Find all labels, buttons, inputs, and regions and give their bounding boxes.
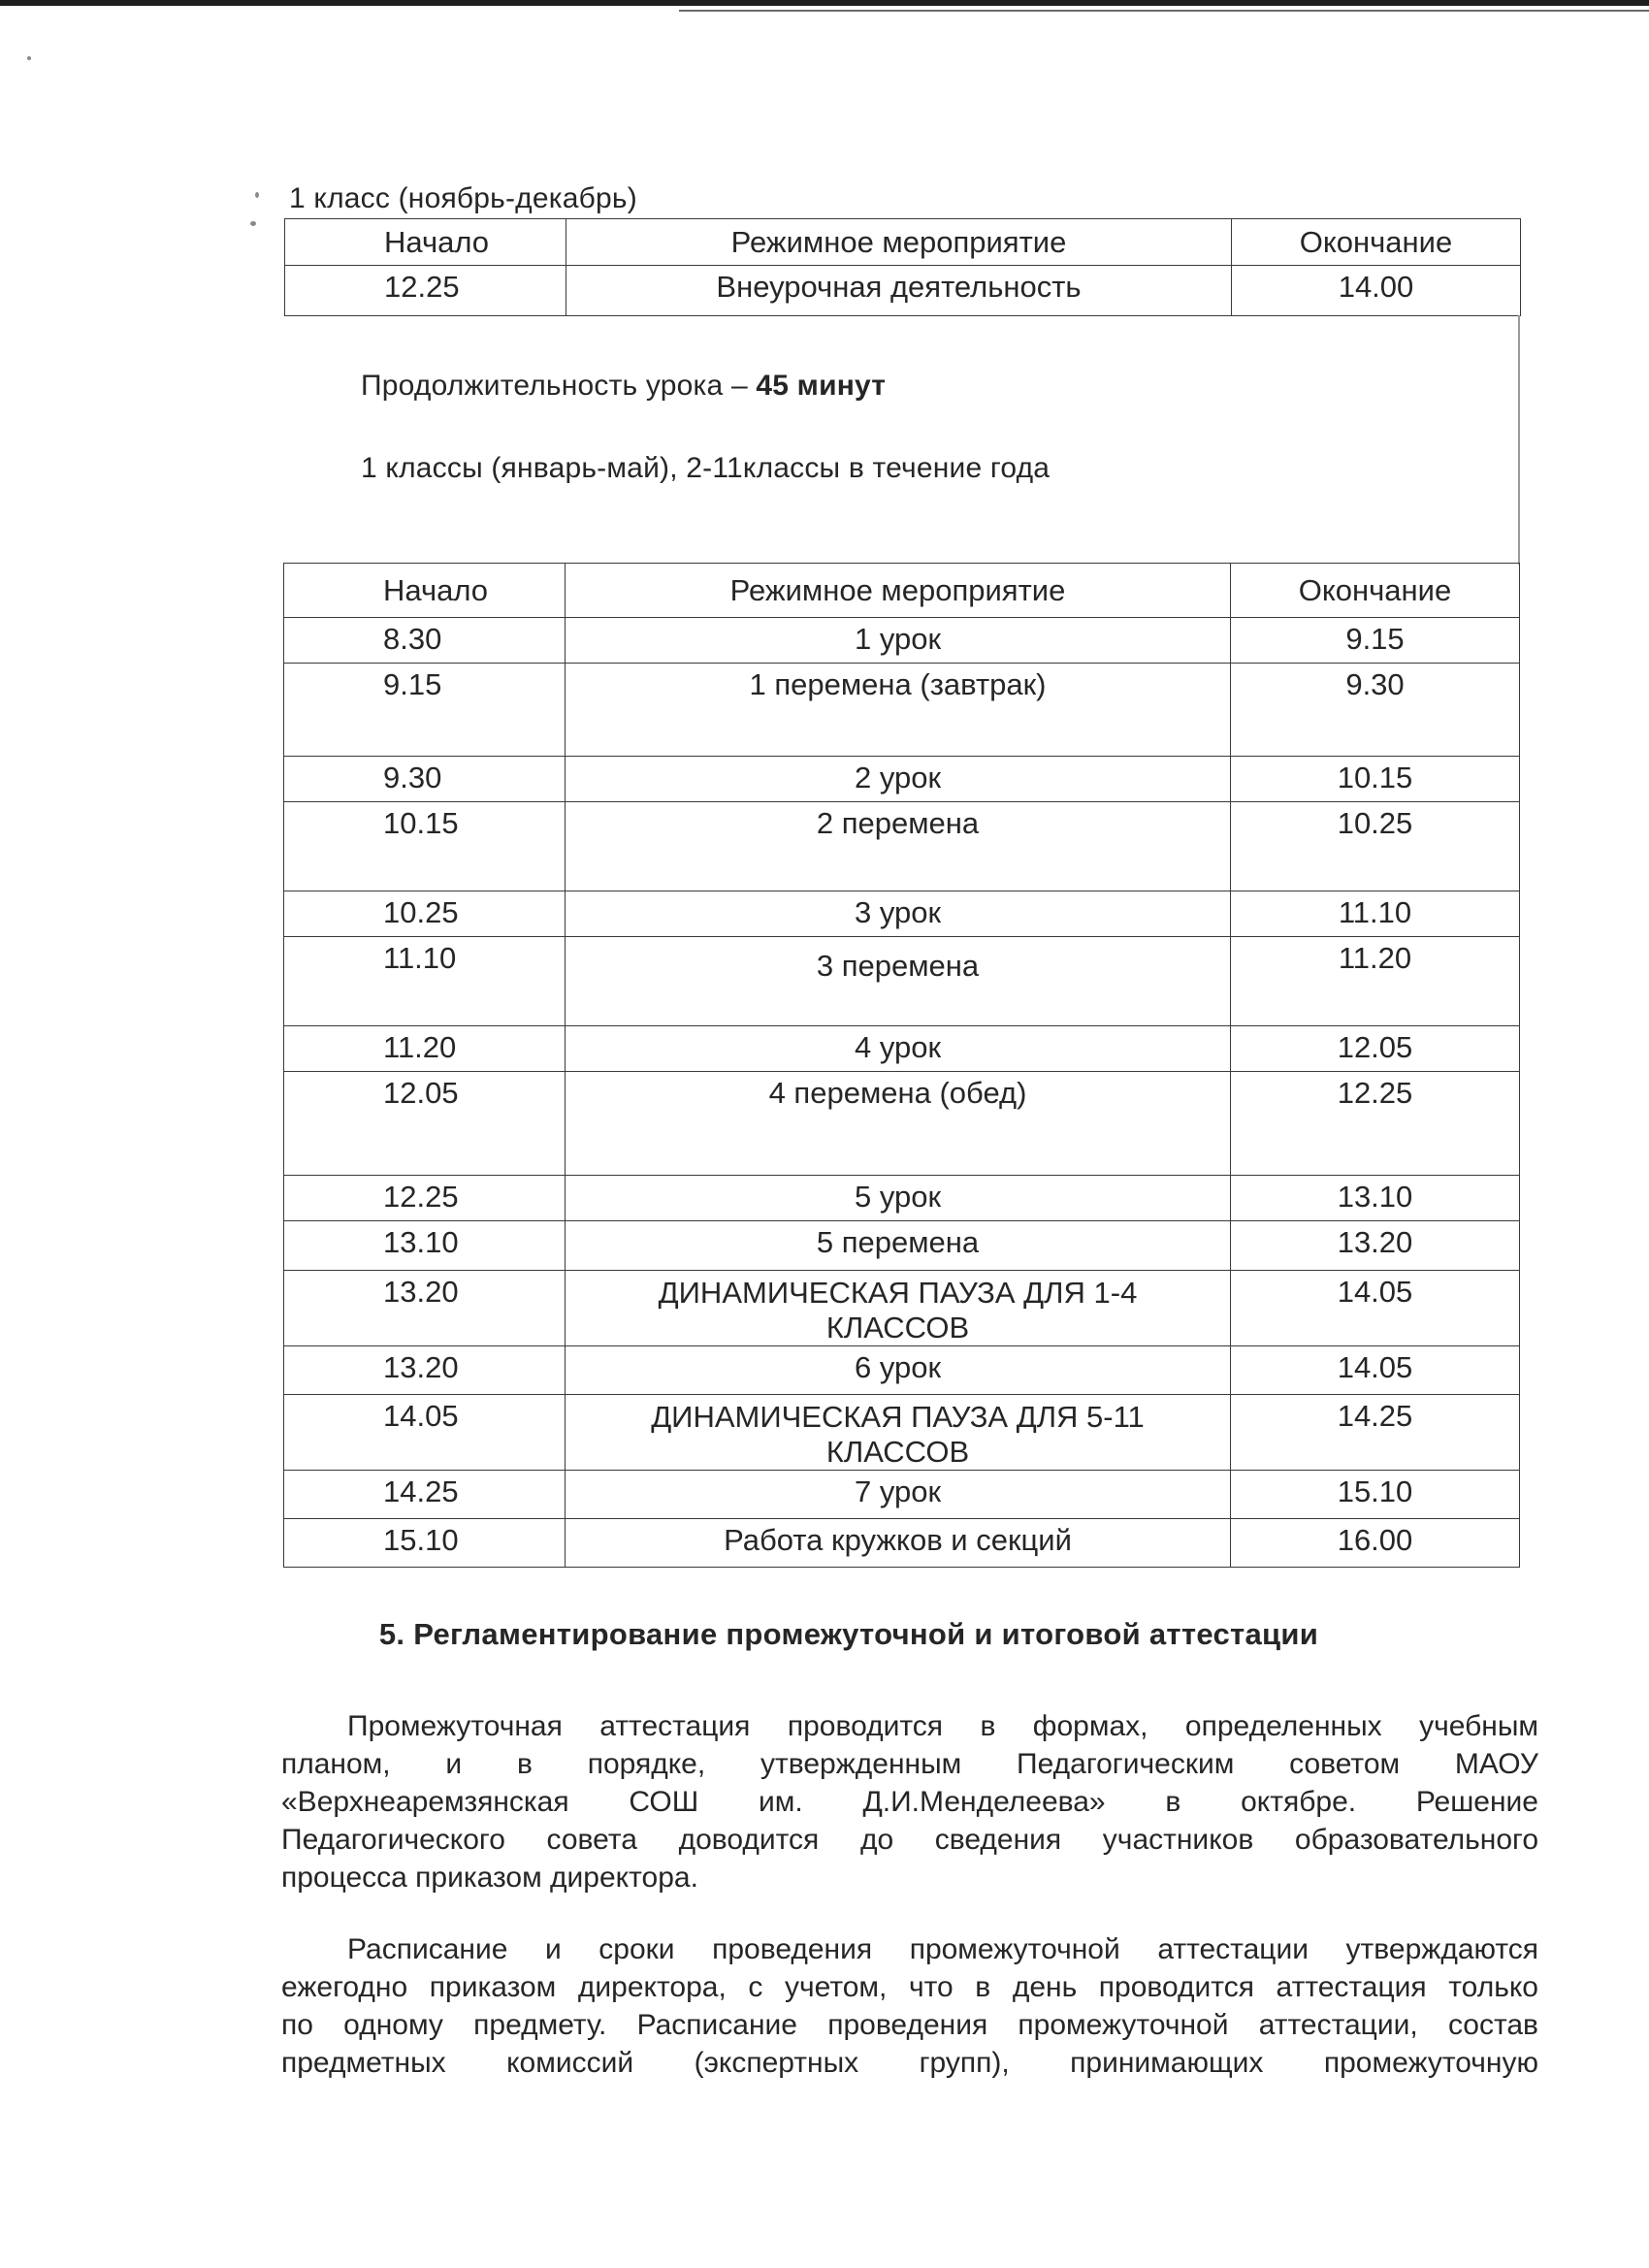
cell-start: 10.25 xyxy=(284,891,566,937)
cell-start: 13.20 xyxy=(284,1271,566,1346)
table-row xyxy=(284,757,1520,802)
cell-event: 2 урок xyxy=(566,757,1231,802)
cell-event: ДИНАМИЧЕСКАЯ ПАУЗА ДЛЯ 1-4 КЛАССОВ xyxy=(566,1271,1231,1346)
table-header-row xyxy=(285,219,1521,266)
cell-end: 13.10 xyxy=(1231,1176,1520,1221)
header-start: Начало xyxy=(284,564,566,618)
cell-event: Внеурочная деятельность xyxy=(566,266,1232,316)
cell-event: 5 перемена xyxy=(566,1221,1231,1271)
paragraph-line: Расписание и сроки проведения промежуточной аттестации утверждаются xyxy=(347,1933,1538,1965)
cell-start: 12.25 xyxy=(284,1176,566,1221)
table-row xyxy=(284,1026,1520,1072)
table-row xyxy=(284,891,1520,937)
cell-end: 14.25 xyxy=(1231,1395,1520,1471)
cell-start: 15.10 xyxy=(284,1519,566,1568)
cell-event: 3 урок xyxy=(566,891,1231,937)
cell-start: 11.10 xyxy=(284,937,566,1026)
table-row xyxy=(284,1221,1520,1271)
first-table-caption: 1 класс (ноябрь-декабрь) xyxy=(289,182,637,214)
cell-end: 9.30 xyxy=(1231,664,1520,757)
paragraph-line: «Верхнеаремзянская СОШ им. Д.И.Менделеева» в октябре. Решение xyxy=(281,1786,1538,1818)
scan-top-edge-line xyxy=(679,10,1649,12)
scan-speck xyxy=(255,192,259,198)
header-start: Начало xyxy=(285,219,566,266)
header-end: Окончание xyxy=(1231,564,1520,618)
cell-end: 11.10 xyxy=(1231,891,1520,937)
cell-end: 14.00 xyxy=(1232,266,1521,316)
paragraph-line: Педагогического совета доводится до сведения участников образовательного xyxy=(281,1824,1538,1856)
scan-top-edge xyxy=(0,0,1649,6)
cell-end: 14.05 xyxy=(1231,1271,1520,1346)
table-row xyxy=(284,1176,1520,1221)
cell-start: 10.15 xyxy=(284,802,566,891)
table-row xyxy=(284,664,1520,757)
cell-event: 7 урок xyxy=(566,1471,1231,1519)
cell-end: 13.20 xyxy=(1231,1221,1520,1271)
lesson-duration-label: Продолжительность урока – xyxy=(361,370,757,402)
table-row xyxy=(284,1072,1520,1176)
table-row xyxy=(284,802,1520,891)
cell-event: 1 перемена (завтрак) xyxy=(566,664,1231,757)
cell-end: 11.20 xyxy=(1231,937,1520,1026)
table-header-row xyxy=(284,564,1520,618)
cell-end: 10.25 xyxy=(1231,802,1520,891)
paragraph-line: по одному предмету. Расписание проведения промежуточной аттестации, состав xyxy=(281,2009,1538,2041)
cell-end: 14.05 xyxy=(1231,1346,1520,1395)
paragraph-line: процесса приказом директора. xyxy=(281,1862,698,1894)
first-schedule-table xyxy=(284,218,1521,316)
cell-start: 14.05 xyxy=(284,1395,566,1471)
lesson-duration-value: 45 минут xyxy=(756,370,887,402)
section-heading: 5. Регламентирование промежуточной и итоговой аттестации xyxy=(378,1617,1319,1651)
scan-speck xyxy=(27,56,31,60)
cell-start: 12.25 xyxy=(285,266,566,316)
table-row xyxy=(284,1519,1520,1568)
cell-start: 13.20 xyxy=(284,1346,566,1395)
cell-event: 5 урок xyxy=(566,1176,1231,1221)
cell-event: 3 перемена xyxy=(566,937,1231,1026)
cell-event: 1 урок xyxy=(566,618,1231,664)
cell-event: 2 перемена xyxy=(566,802,1231,891)
cell-start: 14.25 xyxy=(284,1471,566,1519)
paragraph-line: Промежуточная аттестация проводится в формах, определенных учебным xyxy=(347,1710,1538,1742)
cell-event: ДИНАМИЧЕСКАЯ ПАУЗА ДЛЯ 5-11 КЛАССОВ xyxy=(566,1395,1231,1471)
cell-start: 9.30 xyxy=(284,757,566,802)
table-row xyxy=(284,618,1520,664)
cell-start: 8.30 xyxy=(284,618,566,664)
cell-end: 12.25 xyxy=(1231,1072,1520,1176)
second-schedule-table xyxy=(283,563,1520,1568)
cell-start: 11.20 xyxy=(284,1026,566,1072)
cell-end: 15.10 xyxy=(1231,1471,1520,1519)
cell-start: 12.05 xyxy=(284,1072,566,1176)
table-row xyxy=(284,1471,1520,1519)
table-row xyxy=(285,266,1521,316)
table-row xyxy=(284,937,1520,1026)
cell-end: 16.00 xyxy=(1231,1519,1520,1568)
header-event: Режимное мероприятие xyxy=(566,219,1232,266)
cell-start: 13.10 xyxy=(284,1221,566,1271)
cell-event: 6 урок xyxy=(566,1346,1231,1395)
cell-event: 4 перемена (обед) xyxy=(566,1072,1231,1176)
table-row xyxy=(284,1395,1520,1471)
paragraph-line: планом, и в порядке, утвержденным Педагогическим советом МАОУ xyxy=(281,1748,1538,1780)
table-row xyxy=(284,1271,1520,1346)
header-end: Окончание xyxy=(1232,219,1521,266)
cell-event: Работа кружков и секций xyxy=(566,1519,1231,1568)
cell-end: 9.15 xyxy=(1231,618,1520,664)
frame-line-right xyxy=(1518,315,1520,565)
paragraph-line: предметных комиссий (экспертных групп), принимающих промежуточную xyxy=(281,2047,1538,2079)
cell-start: 9.15 xyxy=(284,664,566,757)
second-table-caption: 1 классы (январь-май), 2-11классы в течение года xyxy=(361,452,1051,484)
cell-end: 12.05 xyxy=(1231,1026,1520,1072)
cell-end: 10.15 xyxy=(1231,757,1520,802)
header-event: Режимное мероприятие xyxy=(566,564,1231,618)
cell-event: 4 урок xyxy=(566,1026,1231,1072)
table-row xyxy=(284,1346,1520,1395)
paragraph-1 xyxy=(281,1707,1538,1896)
lesson-duration xyxy=(361,370,886,403)
scan-speck xyxy=(250,221,256,226)
paragraph-2 xyxy=(281,1930,1538,2082)
paragraph-line: ежегодно приказом директора, с учетом, что в день проводится аттестация только xyxy=(281,1971,1538,2003)
